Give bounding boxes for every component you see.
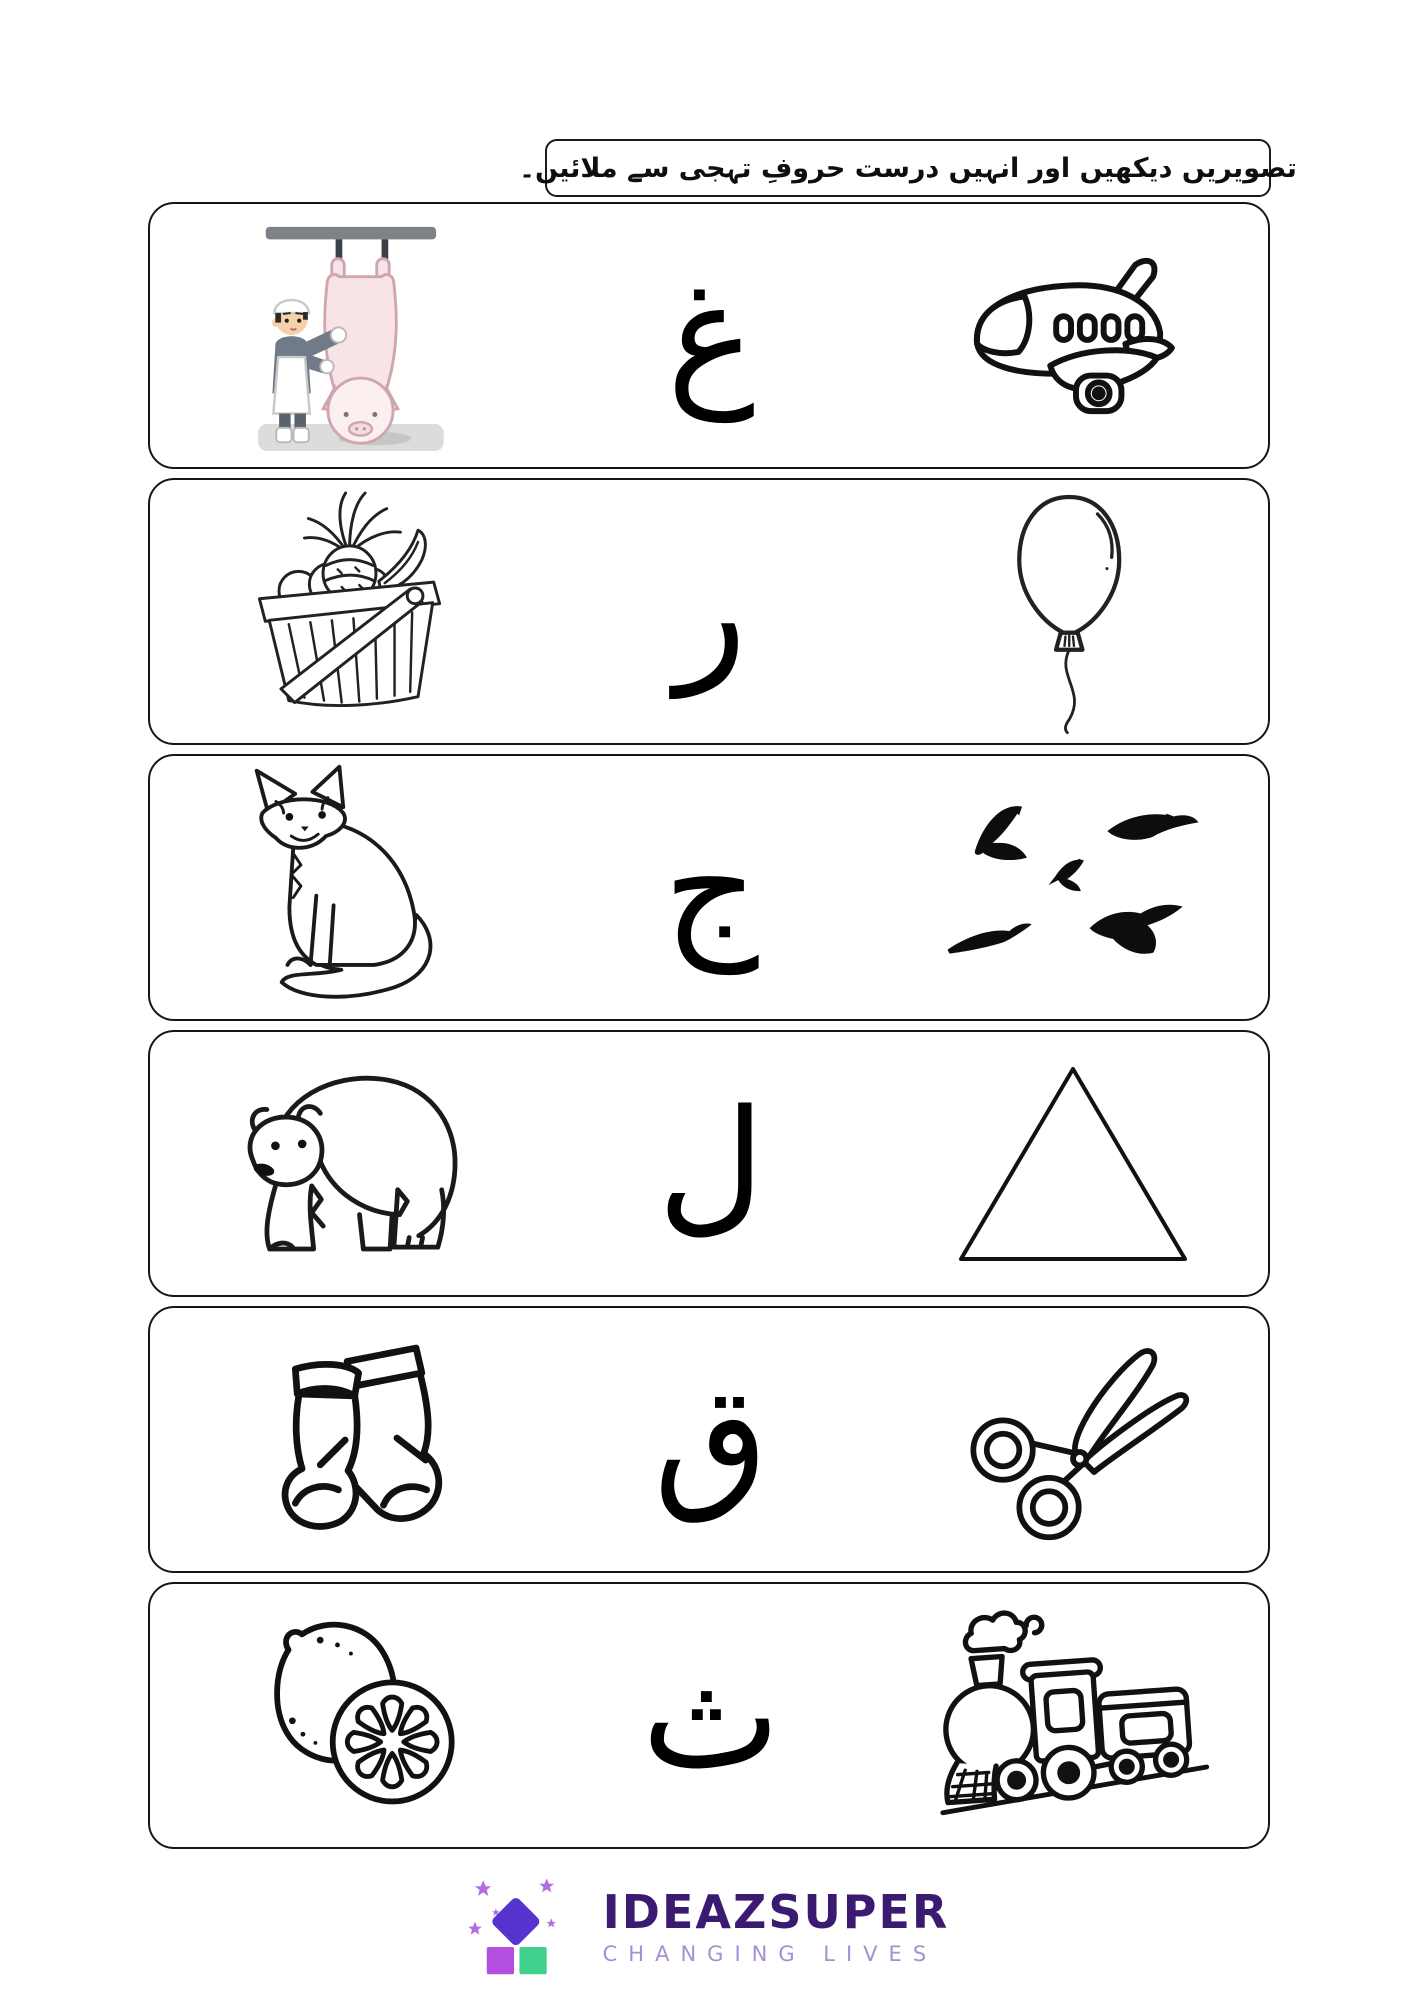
balloon-image [1007,488,1139,736]
train-icon [932,1609,1214,1823]
letter-jeem: ج [663,801,759,974]
lemon-with-slice-image [229,1605,469,1827]
match-row-6 [148,1582,1270,1849]
fruit-basket-icon [232,489,467,734]
brand-footer [0,1876,1414,1978]
match-row-1 [148,202,1270,469]
letter-say: ث [641,1629,781,1802]
socks-image [234,1325,464,1555]
fox-icon [233,763,465,1013]
brand-logo-icon [465,1876,583,1978]
diamond-shape [490,1896,541,1947]
socks-icon [234,1325,464,1555]
flying-birds-icon [945,790,1201,986]
brand-name: IDEAZSUPER [602,1884,950,1939]
match-row-4 [148,1030,1270,1297]
fox-image [233,763,465,1013]
green-square-shape [519,1947,546,1974]
airplane-icon [959,249,1187,422]
instruction-box [519,139,1297,197]
letter-laam: ل [657,1077,765,1250]
instruction-text: تصویریں دیکھیں اور انہیں درست حروفِ تہجی سے ملائیں۔ [519,152,1297,184]
letter-ghain: غ [666,249,756,422]
bear-image [220,1044,478,1284]
butcher-hanging-meat-icon [234,202,464,470]
triangle-image [953,1061,1193,1266]
lemon-with-slice-icon [229,1605,469,1827]
triangle-icon [953,1061,1193,1266]
matching-rows [148,202,1270,1849]
brand-tagline: CHANGING LIVES [602,1942,938,1967]
airplane-image [959,249,1187,422]
match-row-3 [148,754,1270,1021]
magenta-square-shape [486,1947,513,1974]
match-row-2 [148,478,1270,745]
train-image [932,1609,1214,1823]
bear-icon [220,1044,478,1284]
scissors-icon [953,1337,1193,1543]
fruit-basket-image [232,489,467,734]
letter-qaaf: ق [653,1353,769,1526]
match-row-5 [148,1306,1270,1573]
balloon-icon [1007,488,1139,736]
flying-birds-image [945,790,1201,986]
letter-ray: ر [675,525,747,698]
scissors-image [953,1337,1193,1543]
butcher-hanging-meat-image [234,202,464,470]
